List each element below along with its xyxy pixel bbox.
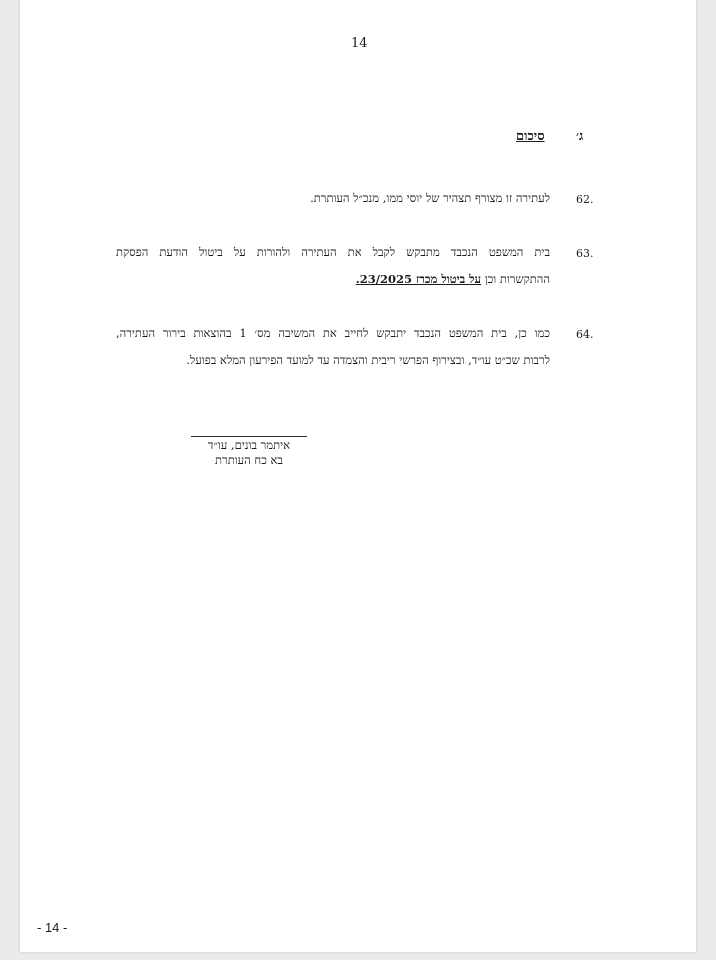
paragraph-64-line-2: לרבות שכ״ט עו״ד, ובצירוף הפרשי ריבית והצמדה עד למועד הפירעון המלא בפועל. — [186, 353, 550, 367]
paragraph-62-line-1: לעתירה זו מצורף תצהיר של יוסי ממו, מנכ״ל העותרת. — [310, 191, 550, 205]
document-page — [20, 0, 696, 952]
page-number-top: 14 — [351, 36, 368, 51]
signature-role: בא כח העותרת — [215, 453, 283, 467]
paragraph-63-line-2-text: ההתקשרות וכן — [484, 272, 550, 286]
page-number-bottom: - 14 - — [37, 920, 68, 935]
paragraph-63-line-2 — [356, 272, 550, 286]
section-letter: ג׳ — [576, 129, 584, 144]
paragraph-63-emphasis: על ביטול מכרז 23/2025. — [355, 272, 482, 286]
signature-name: איתמר בונים, עו״ד — [207, 438, 291, 452]
paragraph-63-line-1: בית המשפט הנכבד מתבקש לקבל את העתירה ולהורות על ביטול הודעת הפסקת — [116, 245, 550, 259]
paragraph-number-62: 62. — [576, 193, 594, 206]
paragraph-number-63: 63. — [576, 247, 594, 260]
paragraph-64-line-1: כמו כן, בית המשפט הנכבד יתבקש לחייב את המשיבה מס׳ 1 בהוצאות בירור העתירה, — [116, 326, 550, 340]
signature-line — [191, 436, 307, 437]
section-title: סיכום — [516, 129, 545, 144]
paragraph-number-64: 64. — [576, 328, 594, 341]
